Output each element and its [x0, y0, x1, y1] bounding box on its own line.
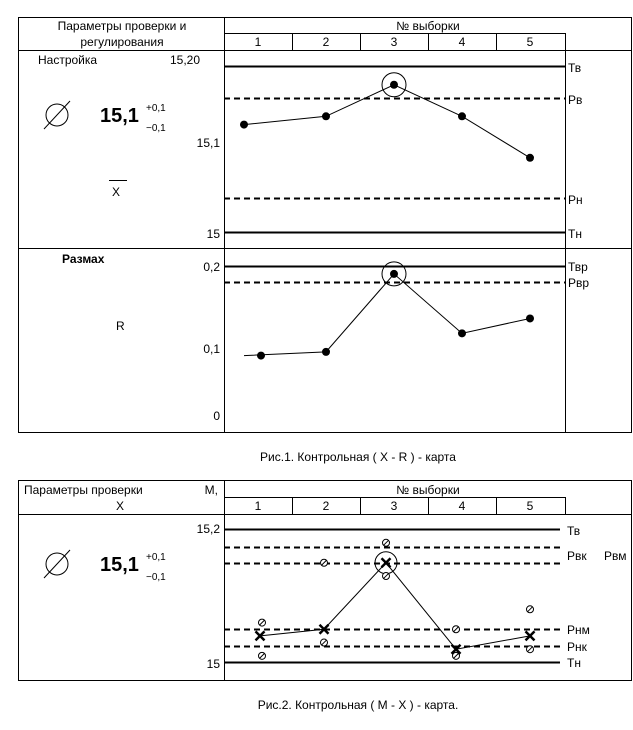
- fig1-sample-number: 4: [458, 35, 466, 49]
- fig2-individual-point: [383, 573, 390, 580]
- fig2-median-cross: [526, 631, 535, 640]
- fig1-range-label-upper-reg: Рвр: [568, 276, 590, 290]
- fig1-range-point: [458, 329, 466, 337]
- fig1-caption: Рис.1. Контрольная ( X - R ) - карта: [260, 450, 456, 464]
- fig2-individual-point: [527, 646, 534, 653]
- fig2-sample-number: 1: [254, 499, 262, 513]
- fig1-frame: [19, 18, 632, 433]
- fig1-range-point: [390, 270, 398, 278]
- fig1-sample-number: 2: [322, 35, 330, 49]
- fig2-label-upper-reg-k: Рвк: [567, 549, 587, 563]
- fig2-sample-number: 3: [390, 499, 398, 513]
- fig1-header-params-2: регулирования: [80, 35, 164, 49]
- fig2-y-label-low: 15: [206, 657, 220, 671]
- fig1-xbar-point: [390, 81, 398, 89]
- fig1-dimension-nominal: 15,1: [100, 105, 139, 127]
- fig1-range-plot: [224, 262, 565, 360]
- fig2-header-params: Параметры проверки: [24, 483, 143, 497]
- fig1-range-y-label: 0,1: [203, 342, 220, 356]
- fig2-sample-number: 4: [458, 499, 466, 513]
- fig1-range-symbol: R: [116, 319, 125, 333]
- fig1-sample-number: 3: [390, 35, 398, 49]
- fig1-range-label: Размах: [62, 252, 105, 266]
- fig1-tol-upper: +0,1: [146, 103, 166, 114]
- fig2-label-upper-tol: Тв: [567, 524, 581, 538]
- fig1-range-y-label: 0,2: [203, 260, 220, 274]
- fig1-range-point: [257, 352, 265, 360]
- fig1-range-label-upper-tol: Твр: [568, 260, 588, 274]
- fig2-label-upper-reg-m: Рвм: [604, 549, 627, 563]
- fig2-label-lower-reg-k: Рнк: [567, 640, 587, 654]
- fig2-individual-point: [321, 639, 328, 646]
- fig2-header-m: М,: [204, 483, 218, 497]
- fig2-caption: Рис.2. Контрольная ( М - X ) - карта.: [257, 698, 459, 712]
- fig2-sample-number: 2: [322, 499, 330, 513]
- fig1-range-point: [322, 348, 330, 356]
- fig2-header-sample: № выборки: [396, 483, 460, 497]
- fig2-individual-point: [259, 652, 266, 659]
- fig1-label-upper-tol: Тв: [568, 61, 582, 75]
- fig1-y-label-mid: 15,1: [196, 136, 220, 150]
- fig1-header-params-1: Параметры проверки и: [57, 19, 187, 33]
- fig1-label-lower-reg: Рн: [568, 193, 583, 207]
- fig2-tol-lower: −0,1: [146, 572, 166, 583]
- fig1-range-series-line: [244, 274, 530, 356]
- fig2-y-label-top: 15,2: [196, 522, 220, 536]
- fig1-label-lower-tol: Тн: [568, 227, 582, 241]
- fig1-diameter-icon: [44, 101, 70, 129]
- fig1-xbar-point: [240, 121, 248, 129]
- fig2-individual-point: [527, 606, 534, 613]
- figure-1: [18, 17, 632, 433]
- fig1-sample-number: 1: [254, 35, 262, 49]
- fig1-xbar-point: [458, 112, 466, 120]
- fig2-label-lower-reg-m: Рнм: [567, 623, 590, 637]
- fig1-header-sample: № выборки: [396, 19, 460, 33]
- fig2-individual-point: [453, 652, 460, 659]
- fig2-sample-number: 5: [526, 499, 534, 513]
- fig2-individual-point: [383, 539, 390, 546]
- fig1-y-label-low: 15: [206, 227, 220, 241]
- fig1-tol-lower: −0,1: [146, 123, 166, 134]
- fig2-plot: [224, 530, 560, 663]
- fig2-diameter-icon: [44, 550, 70, 578]
- fig1-xbar-point: [526, 154, 534, 162]
- fig1-xbar-series-line: [244, 85, 530, 158]
- fig1-sample-number: 5: [526, 35, 534, 49]
- fig1-xbar-point: [322, 112, 330, 120]
- figure-2: [18, 480, 632, 681]
- fig2-header-x: X: [116, 499, 125, 513]
- fig1-range-point: [526, 314, 534, 322]
- fig1-label-upper-reg: Рв: [568, 93, 583, 107]
- fig1-xbar-label: X: [112, 185, 121, 199]
- fig2-median-series-line: [260, 563, 530, 649]
- fig1-setting-value: 15,20: [170, 53, 201, 67]
- fig2-individual-point: [321, 559, 328, 566]
- fig1-setting-label: Настройка: [38, 53, 98, 67]
- fig2-label-lower-tol: Тн: [567, 656, 581, 670]
- fig1-range-y-label: 0: [213, 409, 220, 423]
- fig2-dimension-nominal: 15,1: [100, 554, 139, 576]
- fig2-tol-upper: +0,1: [146, 552, 166, 563]
- fig2-individual-point: [453, 626, 460, 633]
- fig1-xbar-plot: [224, 67, 565, 233]
- fig2-individual-point: [259, 619, 266, 626]
